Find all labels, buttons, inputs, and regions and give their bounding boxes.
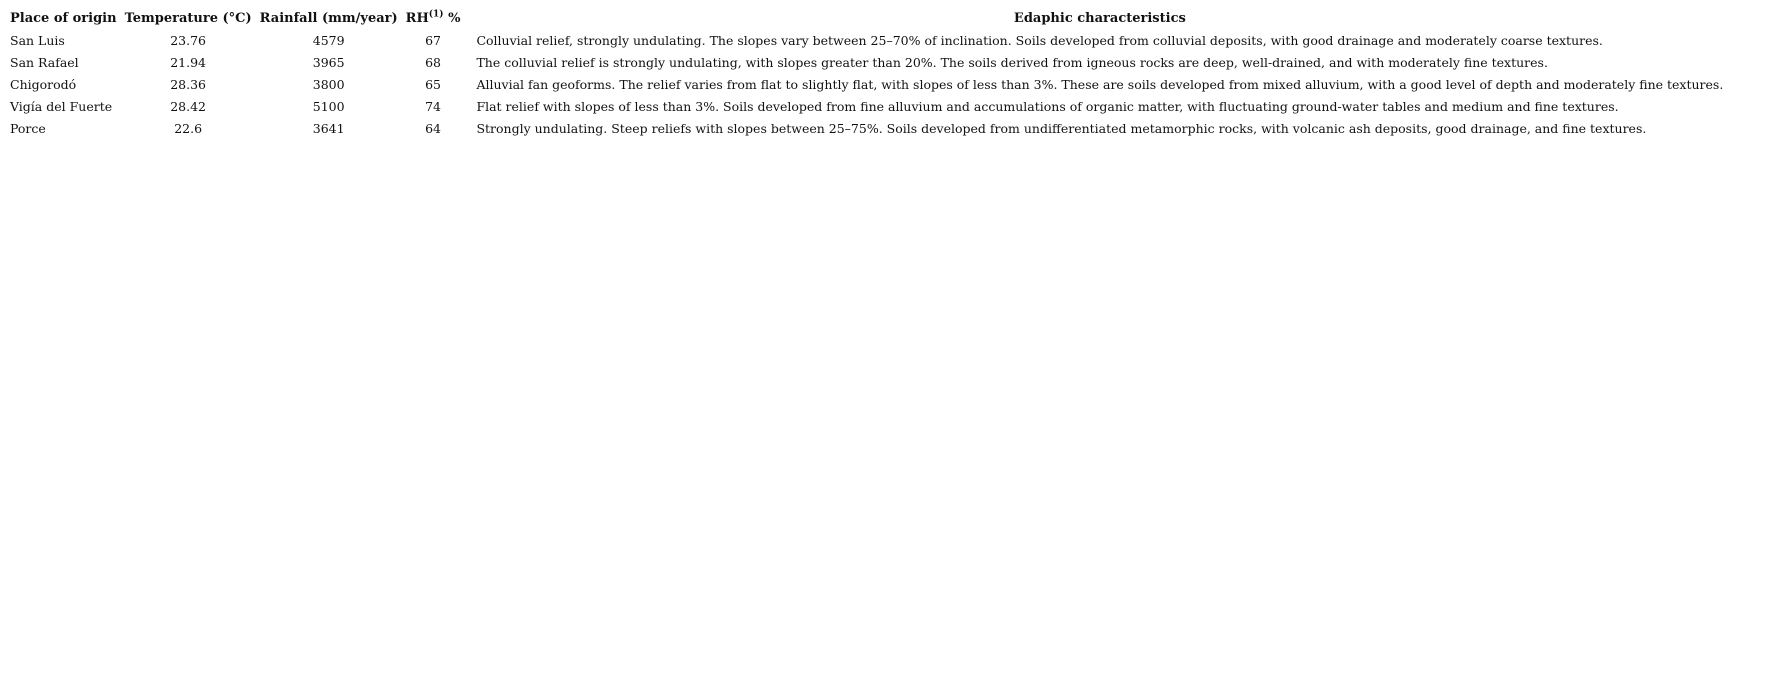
cell-edaphic: Colluvial relief, strongly undulating. The slopes vary between 25–70% of inclination. Soils developed from colluvial deposits, with good drainage and moderately coarse textures. <box>476 33 1603 48</box>
cell-place: Porce <box>10 121 46 136</box>
header-rh-prefix: RH <box>405 11 429 26</box>
cell-temperature: 23.76 <box>170 33 207 48</box>
cell-temperature: 28.36 <box>170 77 207 92</box>
cell-edaphic: The colluvial relief is strongly undulating, with slopes greater than 20%. The soils derived from igneous rocks are deep, well-drained, and with moderately fine textures. <box>476 55 1548 70</box>
cell-edaphic: Strongly undulating. Steep reliefs with slopes between 25–75%. Soils developed from undifferentiated metamorphic rocks, with volcanic ash deposits, good drainage, and fine textures. <box>476 121 1647 136</box>
table-row <box>6 52 1727 74</box>
cell-edaphic: Flat relief with slopes of less than 3%. Soils developed from fine alluvium and accumulations of organic matter, with fluctuating ground-water tables and medium and fine textures. <box>476 99 1619 114</box>
header-rh <box>402 8 465 30</box>
cell-temperature: 28.42 <box>170 99 207 114</box>
data-table <box>6 8 1727 140</box>
table-body <box>6 30 1727 140</box>
header-place: Place of origin <box>10 11 117 26</box>
cell-temperature: 21.94 <box>170 55 207 70</box>
cell-place: Vigía del Fuerte <box>10 99 113 114</box>
header-rh-footnote: (1) <box>428 9 444 20</box>
table-row <box>6 74 1727 96</box>
table-row <box>6 30 1727 52</box>
header-rh-suffix: % <box>443 11 461 26</box>
cell-rh: 64 <box>425 121 441 136</box>
cell-place: Chigorodó <box>10 77 77 92</box>
cell-rh: 74 <box>425 99 441 114</box>
table-row <box>6 118 1727 140</box>
header-row <box>6 8 1727 30</box>
cell-rainfall: 4579 <box>312 33 345 48</box>
cell-rainfall: 3800 <box>312 77 345 92</box>
cell-rh: 67 <box>425 33 441 48</box>
header-edaphic: Edaphic characteristics <box>1013 11 1186 26</box>
table-row <box>6 96 1727 118</box>
cell-edaphic: Alluvial fan geoforms. The relief varies from flat to slightly flat, with slopes of less than 3%. These are soils developed from mixed alluvium, with a good level of depth and moderately fine textures. <box>476 77 1724 92</box>
cell-rainfall: 3641 <box>312 121 345 136</box>
cell-temperature: 22.6 <box>174 121 203 136</box>
table-header <box>6 8 1727 30</box>
cell-place: San Rafael <box>10 55 79 70</box>
cell-rainfall: 3965 <box>312 55 345 70</box>
cell-rainfall: 5100 <box>312 99 345 114</box>
data-table-container <box>6 8 1727 140</box>
cell-rh: 68 <box>425 55 441 70</box>
cell-place: San Luis <box>10 33 65 48</box>
header-rainfall: Rainfall (mm/year) <box>259 11 398 26</box>
header-temperature: Temperature (°C) <box>124 11 252 26</box>
cell-rh: 65 <box>425 77 441 92</box>
